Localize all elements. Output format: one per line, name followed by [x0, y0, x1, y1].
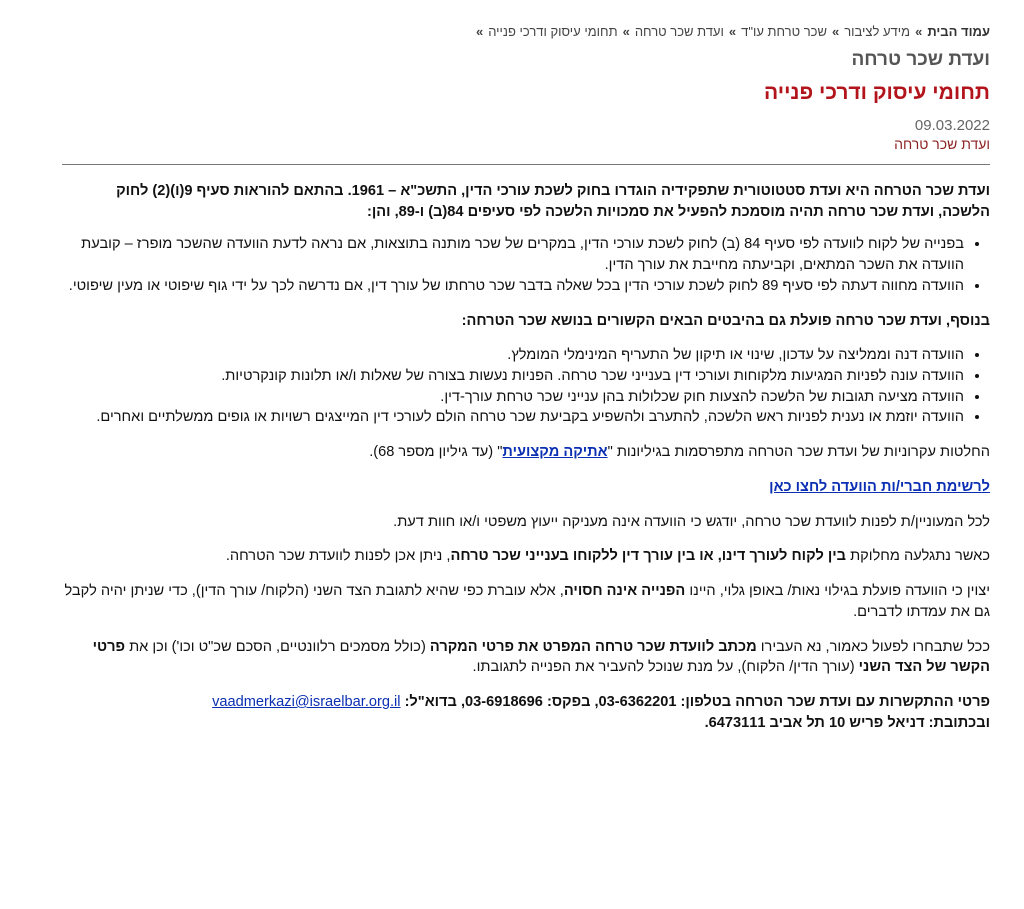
ethics-journal-link[interactable]: אתיקה מקצועית: [502, 444, 608, 461]
intro-paragraph: ועדת שכר הטרחה היא ועדת סטטוטורית שתפקידיה הוגדרו בחוק לשכת עורכי הדין, התשכ"א – 1961. בהתאם להוראות סעיף 9(ו)(2) לחוק הלשכה, ועדת שכר טרחה תהיה מוסמכת להפעיל את סמכויות הלשכה לפי סעיפים 84(ב) ו-89, והן:: [116, 183, 990, 220]
article-body: [62, 181, 990, 733]
dispute-paragraph: [62, 546, 990, 567]
section-heading: ועדת שכר טרחה: [851, 49, 990, 70]
breadcrumb-public-info[interactable]: מידע לציבור: [844, 24, 911, 39]
breadcrumb-home[interactable]: עמוד הבית: [927, 24, 990, 39]
breadcrumb-separator-icon: »: [831, 24, 840, 39]
breadcrumb-current-page[interactable]: תחומי עיסוק ודרכי פנייה: [488, 24, 618, 39]
decisions-paragraph: [62, 442, 990, 463]
members-list-link[interactable]: לרשימת חברי/ות הוועדה לחצו כאן: [769, 478, 990, 495]
contact-text-2: ובכתובת: דניאל פריש 10 תל אביב 6473111.: [704, 714, 990, 731]
procedure-bold-2: פרטי הקשר של הצד השני: [92, 638, 990, 676]
addition-heading: בנוסף, ועדת שכר טרחה פועלת גם בהיבטים הבאים הקשורים בנושא שכר הטרחה:: [461, 312, 990, 329]
transparency-paragraph: [62, 581, 990, 622]
contact-paragraph: [62, 692, 990, 733]
members-paragraph: [62, 477, 990, 498]
procedure-paragraph: [62, 637, 990, 678]
breadcrumb: [62, 24, 990, 39]
list-item: • בפנייה של לקוח לוועדה לפי סעיף 84 (ב) לחוק לשכת עורכי הדין, במקרים של שכר מותנה בתוצאות, אם נראה לדעת הוועדה שהשכר מופרז – קובעת הוועדה את השכר המתאים, וקביעתה מחייבת את עורך הדין.: [62, 234, 964, 275]
category-label: ועדת שכר טרחה: [894, 136, 990, 152]
list-item: • הוועדה דנה וממליצה על עדכון, שינוי או תיקון של התעריף המינימלי המומלץ.: [62, 345, 964, 366]
dispute-text-after: , ניתן אכן לפנות לוועדת שכר הטרחה.: [225, 548, 451, 565]
procedure-text-3: (עורך הדין/ הלקוח), על מנת שנוכל להעביר את הפנייה לתגובתו.: [472, 659, 859, 676]
activities-list: [62, 345, 990, 428]
list-item: • הוועדה מחווה דעתה לפי סעיף 89 לחוק לשכת עורכי הדין בכל שאלה בדבר שכר טרחתו של עורך דין, אם נדרשה לכך על ידי גוף שיפוטי או מעין שיפוטי.: [62, 276, 964, 297]
list-item: • הוועדה עונה לפניות המגיעות מלקוחות ועורכי דין בענייני שכר טרחה. הפניות נעשות בצורה של שאלות ו/או תלונות קונקרטיות.: [62, 366, 964, 387]
breadcrumb-lawyer-fees[interactable]: שכר טרחת עו"ד: [741, 24, 827, 39]
dispute-bold: בין לקוח לעורך דינו, או בין עורך דין ללקוחו בענייני שכר טרחה: [450, 548, 847, 565]
procedure-bold-1: מכתב לוועדת שכר טרחה המפרט את פרטי המקרה: [429, 638, 757, 655]
contact-text-1: פרטי ההתקשרות עם ועדת שכר הטרחה בטלפון: 03-6362201, בפקס: 03-6918696, בדוא"ל:: [400, 693, 990, 710]
procedure-text-2: (כולל מסמכים רלוונטיים, הסכם שכ"ט וכו') וכן את: [125, 638, 430, 655]
transparency-text-after: , אלא עוברת כפי שהיא לתגובת הצד השני (הלקוח/ עורך הדין), כדי שניתן יהיה לקבל גם את עמדתו לדברים.: [64, 583, 990, 620]
decisions-text-after: " (עד גיליון מספר 68).: [369, 444, 503, 461]
breadcrumb-fees-committee[interactable]: ועדת שכר טרחה: [634, 24, 724, 39]
transparency-bold: הפנייה אינה חסויה: [563, 583, 686, 600]
breadcrumb-separator-icon: »: [622, 24, 630, 39]
notice-paragraph: לכל המעוניין/ת לפנות לוועדת שכר טרחה, יודגש כי הוועדה אינה מעניקה ייעוץ משפטי ו/או חוות דעת.: [393, 513, 990, 530]
procedure-text-1: ככל שתבחרו לפעול כאמור, נא העבירו: [756, 638, 990, 655]
page-title: תחומי עיסוק ודרכי פנייה: [763, 81, 990, 104]
breadcrumb-separator-icon: »: [728, 24, 737, 39]
list-item: • הוועדה יוזמת או נענית לפניות ראש הלשכה, להתערב ולהשפיע בקביעת שכר טרחה הולם לעורכי דין המייצגים רשויות או גופים ממשלתיים ואחרים.: [62, 407, 964, 428]
dispute-text-before: כאשר נתגלעה מחלוקת: [846, 548, 990, 565]
list-item: • הוועדה מציעה תגובות של הלשכה להצעות חוק שכלולות בהן ענייני שכר טרחת עורך-דין.: [62, 387, 964, 408]
breadcrumb-separator-icon: »: [915, 24, 923, 39]
authority-list: [62, 234, 990, 296]
email-link[interactable]: vaadmerkazi@israelbar.org.il: [212, 693, 401, 710]
divider: [62, 164, 990, 165]
transparency-text-before: יצוין כי הוועדה פועלת בגילוי נאות/ באופן גלוי, היינו: [685, 583, 990, 600]
publish-date: 09.03.2022: [914, 117, 990, 134]
decisions-text-before: החלטות עקרוניות של ועדת שכר הטרחה מתפרסמות בגיליונות ": [607, 444, 990, 461]
breadcrumb-separator-icon: »: [475, 24, 484, 39]
